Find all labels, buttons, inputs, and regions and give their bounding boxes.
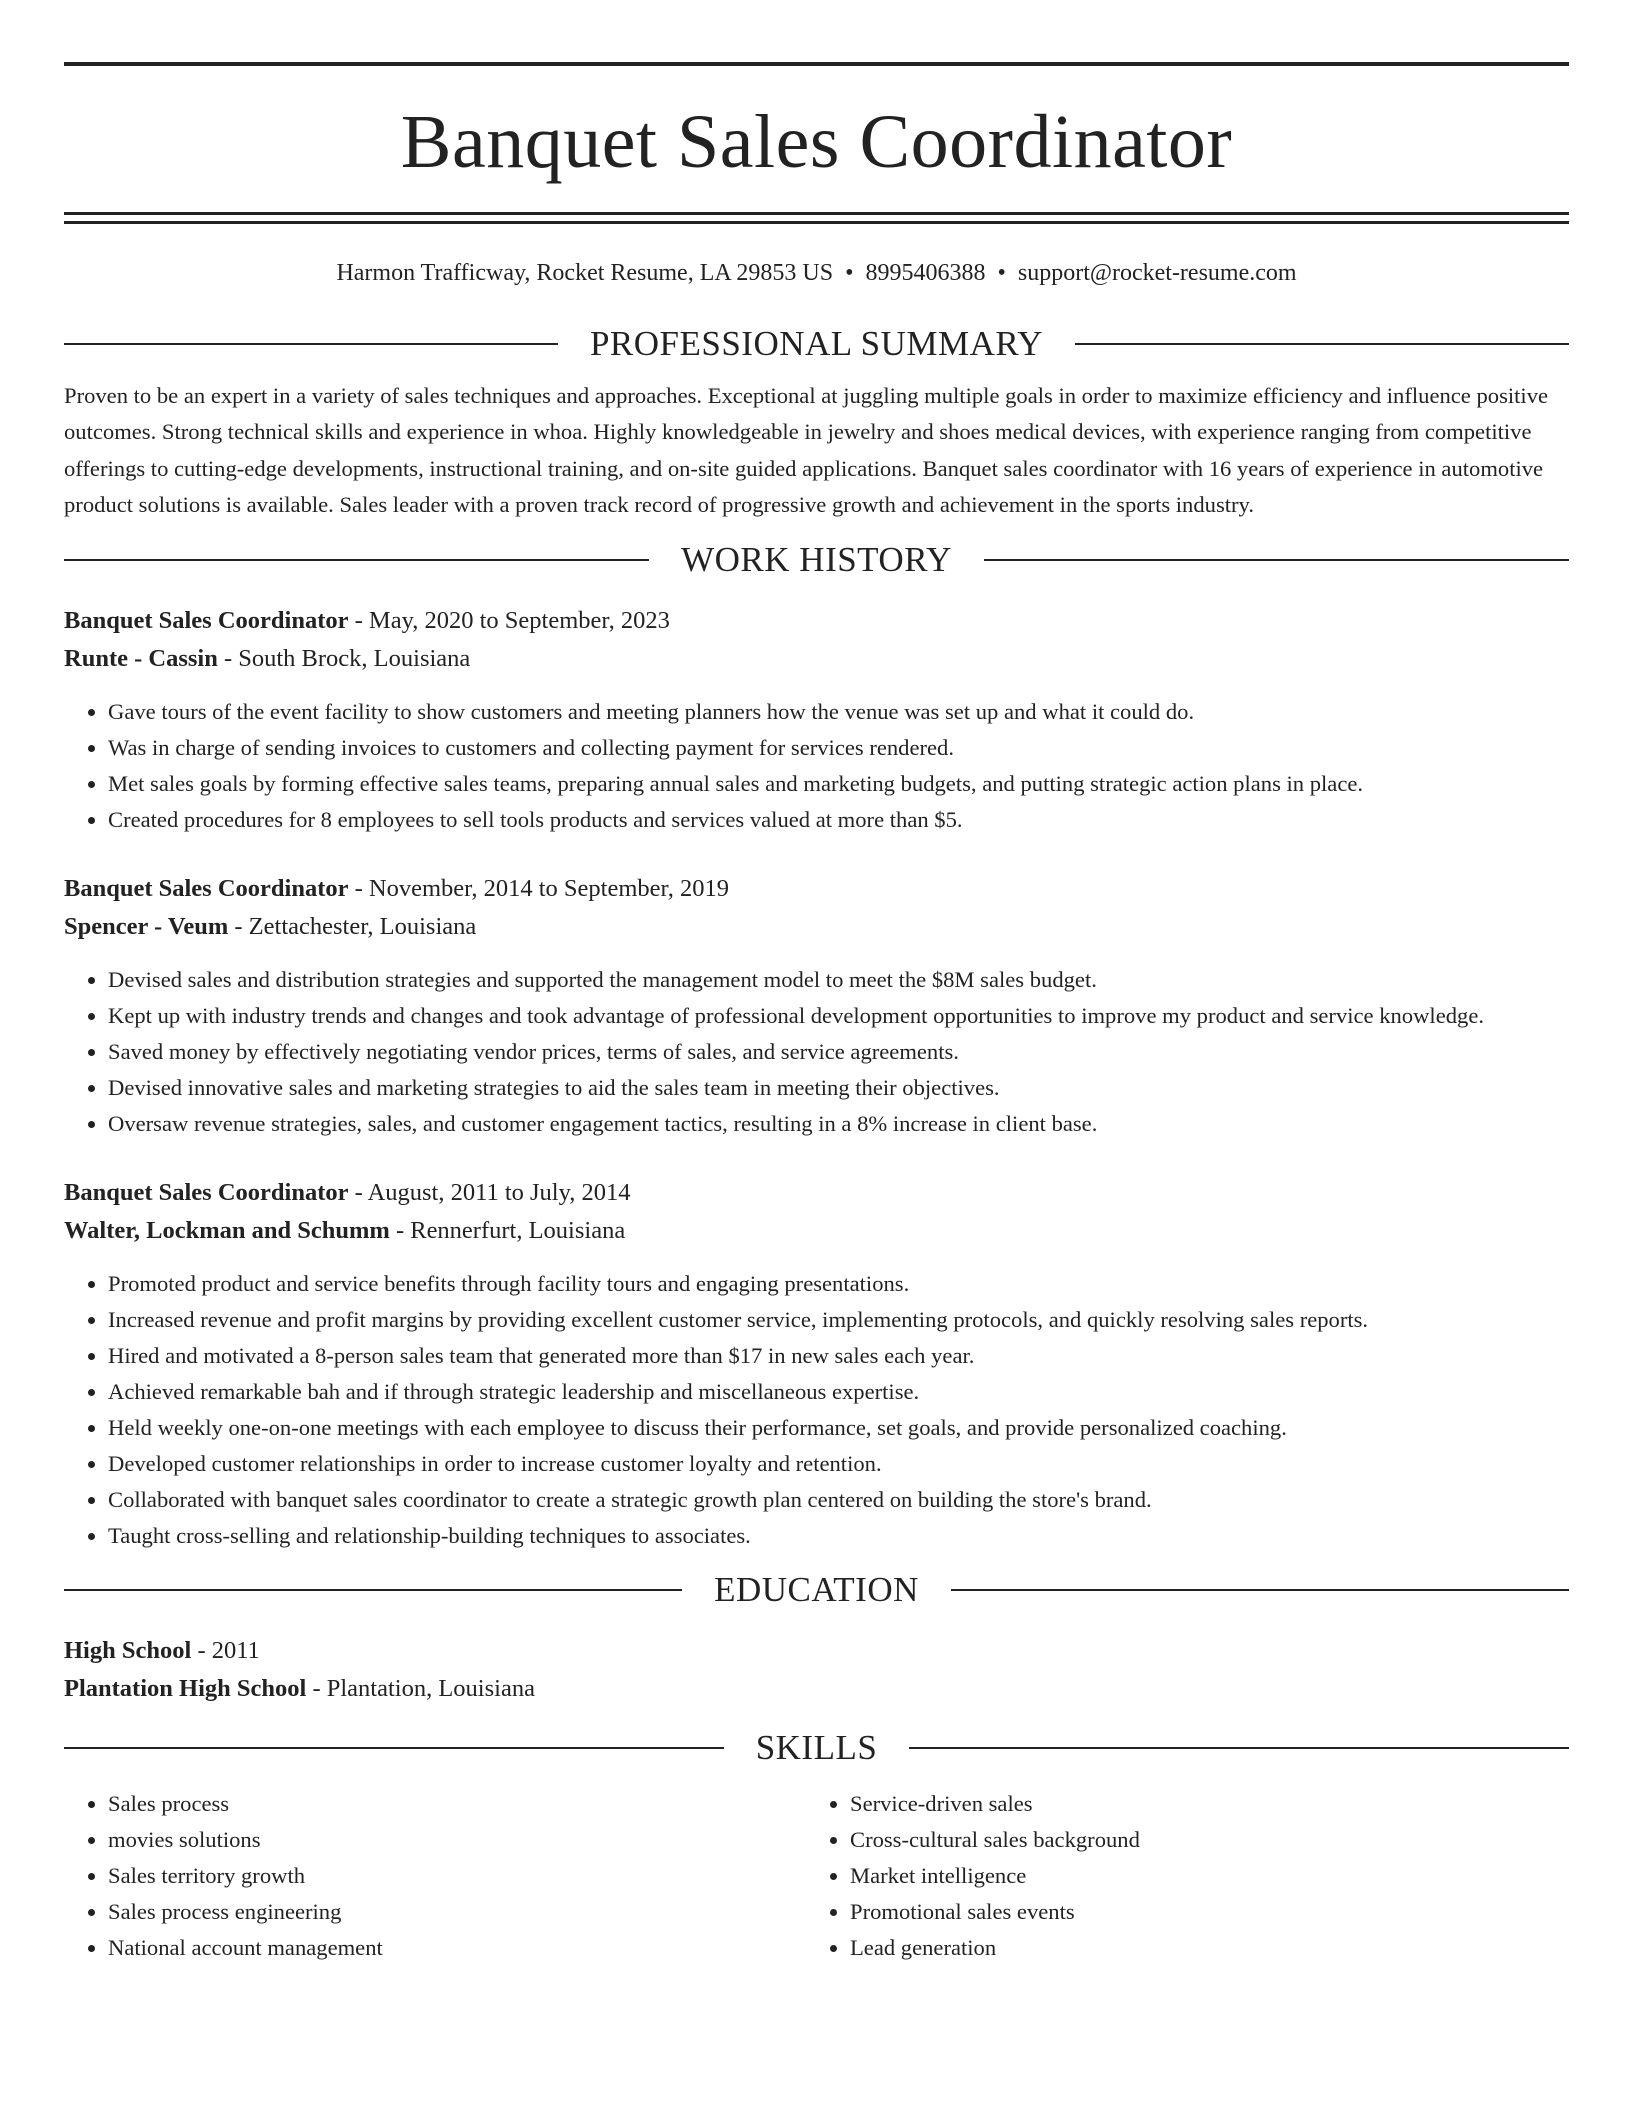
education-degree: High School bbox=[64, 1636, 192, 1664]
job-title-line bbox=[64, 870, 1569, 908]
list-item: • Held weekly one-on-one meetings with each employee to discuss their performance, set goals, and provide personalized coaching. bbox=[108, 1410, 1569, 1446]
list-item: • Devised sales and distribution strategies and supported the management model to meet the $8M sales budget. bbox=[108, 962, 1569, 998]
skill-item: • Sales process bbox=[108, 1786, 806, 1822]
job-title-line bbox=[64, 1174, 1569, 1212]
job-location: - Rennerfurt, Louisiana bbox=[389, 1216, 626, 1244]
job-title-line bbox=[64, 602, 1569, 640]
skill-item: • movies solutions bbox=[108, 1822, 806, 1858]
education-school: Plantation High School bbox=[64, 1674, 307, 1702]
job-bullets bbox=[64, 1266, 1569, 1554]
list-item: • Was in charge of sending invoices to customers and collecting payment for services rendered. bbox=[108, 730, 1569, 766]
contact-separator: • bbox=[997, 260, 1006, 286]
job-bullets bbox=[64, 962, 1569, 1142]
job-company-line bbox=[64, 640, 1569, 678]
section-rule bbox=[64, 343, 558, 345]
section-rule bbox=[64, 1747, 724, 1749]
section-rule bbox=[984, 559, 1569, 561]
list-item: • Created procedures for 8 employees to sell tools products and services valued at more than $5. bbox=[108, 802, 1569, 838]
contact-phone: 8995406388 bbox=[865, 260, 986, 286]
skills-column-left bbox=[64, 1786, 806, 1966]
contact-address: Harmon Trafficway, Rocket Resume, LA 29853 US bbox=[336, 260, 834, 286]
section-header-work bbox=[64, 540, 1569, 580]
list-item: • Saved money by effectively negotiating vendor prices, terms of sales, and service agreements. bbox=[108, 1034, 1569, 1070]
skill-item: • Service-driven sales bbox=[850, 1786, 1569, 1822]
list-item: • Met sales goals by forming effective sales teams, preparing annual sales and marketing budgets, and putting strategic action plans in place. bbox=[108, 766, 1569, 802]
section-title: SKILLS bbox=[755, 1727, 878, 1767]
education-school-line bbox=[64, 1670, 1569, 1708]
skills-list bbox=[64, 1786, 1569, 1966]
job-title: Banquet Sales Coordinator bbox=[64, 606, 349, 634]
section-header-summary bbox=[64, 324, 1569, 364]
skill-item: • Lead generation bbox=[850, 1930, 1569, 1966]
job-company-line bbox=[64, 908, 1569, 946]
double-rule bbox=[64, 212, 1569, 224]
contact-email: support@rocket-resume.com bbox=[1017, 260, 1297, 286]
section-rule bbox=[64, 1589, 682, 1591]
list-item: • Promoted product and service benefits through facility tours and engaging presentations. bbox=[108, 1266, 1569, 1302]
list-item: • Developed customer relationships in order to increase customer loyalty and retention. bbox=[108, 1446, 1569, 1482]
skill-item: • Promotional sales events bbox=[850, 1894, 1569, 1930]
skills-column-right bbox=[806, 1786, 1569, 1966]
job-entry bbox=[64, 870, 1569, 1142]
list-item: • Collaborated with banquet sales coordinator to create a strategic growth plan centered on building the store's brand. bbox=[108, 1482, 1569, 1518]
section-title: WORK HISTORY bbox=[681, 539, 952, 579]
section-title: EDUCATION bbox=[714, 1569, 919, 1609]
section-rule bbox=[909, 1747, 1569, 1749]
list-item: • Taught cross-selling and relationship-building techniques to associates. bbox=[108, 1518, 1569, 1554]
job-company: Runte - Cassin bbox=[64, 644, 218, 672]
education-degree-line bbox=[64, 1632, 1569, 1670]
skill-item: • Sales territory growth bbox=[108, 1858, 806, 1894]
section-header-skills bbox=[64, 1728, 1569, 1768]
job-title: Banquet Sales Coordinator bbox=[64, 1178, 349, 1206]
education-entry bbox=[64, 1632, 1569, 1708]
job-company-line bbox=[64, 1212, 1569, 1250]
summary-text: Proven to be an expert in a variety of sales techniques and approaches. Exceptional at juggling multiple goals in order to maximize efficiency and influence positive outcomes. Strong technical skills and experience in whoa. Highly knowledgeable in jewelry and shoes medical devices, with experience ranging from competitive offerings to cutting-edge developments, instructional training, and on-site guided applications. Banquet sales coordinator with 16 years of experience in automotive product solutions is available. Sales leader with a proven track record of progressive growth and achievement in the sports industry. bbox=[64, 383, 1549, 518]
list-item: • Increased revenue and profit margins by providing excellent customer service, implementing protocols, and quickly resolving sales reports. bbox=[108, 1302, 1569, 1338]
list-item: • Achieved remarkable bah and if through strategic leadership and miscellaneous expertise. bbox=[108, 1374, 1569, 1410]
job-dates: - November, 2014 to September, 2019 bbox=[348, 874, 729, 902]
section-rule bbox=[1075, 343, 1569, 345]
list-item: • Hired and motivated a 8-person sales team that generated more than $17 in new sales each year. bbox=[108, 1338, 1569, 1374]
skill-item: • Sales process engineering bbox=[108, 1894, 806, 1930]
list-item: • Kept up with industry trends and changes and took advantage of professional development opportunities to improve my product and service knowledge. bbox=[108, 998, 1569, 1034]
job-company: Spencer - Veum bbox=[64, 912, 229, 940]
skill-item: • Market intelligence bbox=[850, 1858, 1569, 1894]
section-rule bbox=[64, 559, 649, 561]
job-entry bbox=[64, 1174, 1569, 1554]
section-title: PROFESSIONAL SUMMARY bbox=[589, 324, 1044, 363]
contact-separator: • bbox=[845, 260, 854, 286]
skill-item: • National account management bbox=[108, 1930, 806, 1966]
resume-name: Banquet Sales Coordinator bbox=[400, 100, 1233, 184]
job-bullets bbox=[64, 694, 1569, 838]
list-item: • Devised innovative sales and marketing strategies to aid the sales team in meeting their objectives. bbox=[108, 1070, 1569, 1106]
skill-item: • Cross-cultural sales background bbox=[850, 1822, 1569, 1858]
education-location: - Plantation, Louisiana bbox=[306, 1674, 535, 1702]
job-company: Walter, Lockman and Schumm bbox=[64, 1216, 390, 1244]
job-dates: - May, 2020 to September, 2023 bbox=[348, 606, 670, 634]
education-year: - 2011 bbox=[191, 1636, 260, 1664]
list-item: • Gave tours of the event facility to show customers and meeting planners how the venue was set up and what it could do. bbox=[108, 694, 1569, 730]
section-header-education bbox=[64, 1570, 1569, 1610]
job-location: - South Brock, Louisiana bbox=[217, 644, 471, 672]
job-dates: - August, 2011 to July, 2014 bbox=[348, 1178, 631, 1206]
job-location: - Zettachester, Louisiana bbox=[228, 912, 477, 940]
job-title: Banquet Sales Coordinator bbox=[64, 874, 349, 902]
contact-line bbox=[64, 258, 1569, 288]
list-item: • Oversaw revenue strategies, sales, and customer engagement tactics, resulting in a 8% increase in client base. bbox=[108, 1106, 1569, 1142]
job-entry bbox=[64, 602, 1569, 838]
section-rule bbox=[951, 1589, 1569, 1591]
